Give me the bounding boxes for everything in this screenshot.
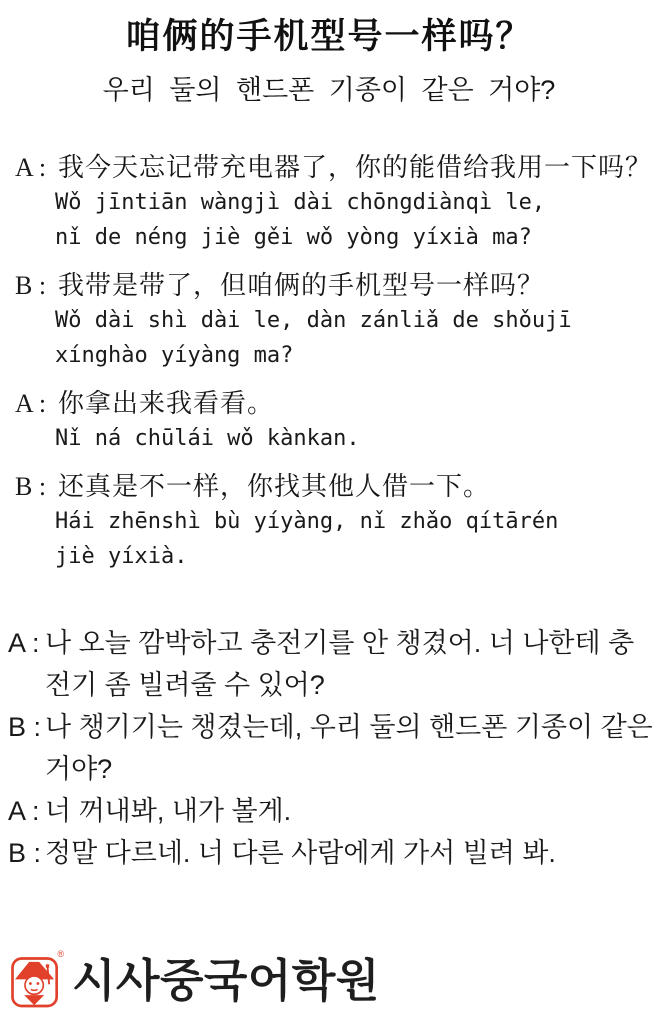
chinese-dialogue-section [0, 150, 658, 574]
dialogue-entry [0, 469, 658, 574]
hanzi-line: 还真是不一样，你找其他人借一下。 [58, 472, 491, 501]
registered-trademark-mark: ® [57, 949, 64, 959]
speaker-label: A : [8, 796, 40, 826]
pinyin-line: jiè yíxià. [55, 544, 188, 569]
scholar-emblem-icon [10, 949, 64, 1009]
hanzi-line: 我今天忘记带充电器了，你的能借给我用一下吗？ [58, 153, 653, 182]
dialogue-entry [0, 386, 658, 456]
ko-dialogue-line [0, 790, 654, 832]
hanzi-line: 我带是带了，但咱俩的手机型号一样吗？ [58, 271, 545, 300]
hanzi-line: 你拿出来我看看。 [58, 389, 275, 418]
pinyin-line: Nǐ ná chūlái wǒ kànkan. [55, 426, 360, 451]
footer-logo [10, 949, 380, 1009]
page-title-ko: 우리 둘의 핸드폰 기종이 같은 거야? [102, 75, 556, 105]
speaker-label: B : [15, 271, 47, 300]
ko-dialogue-line [0, 832, 654, 874]
dialogue-entry [0, 268, 658, 373]
ko-text: 나 오늘 깜박하고 충전기를 안 챙겼어. 너 나한테 충전기 좀 빌려줄 수 있어? [45, 628, 635, 700]
ko-dialogue-line [0, 622, 654, 706]
pinyin-line: Wǒ dài shì dài le, dàn zánliǎ de shǒujī [55, 308, 572, 333]
speaker-label: A : [8, 628, 40, 658]
ko-text: 정말 다르네. 너 다른 사람에게 가서 빌려 봐. [45, 838, 556, 868]
page-title-zh: 咱俩的手机型号一样吗？ [125, 17, 533, 56]
pinyin-line: xínghào yíyàng ma? [55, 343, 294, 368]
speaker-label: B : [8, 712, 42, 742]
logo-text: 시사중국어학원 [72, 955, 380, 1006]
ko-text: 너 꺼내봐, 내가 볼게. [45, 796, 292, 826]
speaker-label: B : [8, 838, 42, 868]
ko-text: 나 챙기기는 챙겼는데, 우리 둘의 핸드폰 기종이 같은 거야? [45, 712, 653, 784]
speaker-label: B : [15, 472, 47, 501]
speaker-label: A : [15, 153, 47, 182]
speaker-label: A : [15, 389, 47, 418]
pinyin-line: Hái zhēnshì bù yíyàng, nǐ zhǎo qítārén [55, 509, 559, 534]
korean-translation-section [0, 622, 658, 874]
ko-dialogue-line [0, 706, 654, 790]
dialogue-entry [0, 150, 658, 255]
pinyin-line: Wǒ jīntiān wàngjì dài chōngdiànqì le, [55, 190, 546, 215]
pinyin-line: nǐ de néng jiè gěi wǒ yòng yíxià ma? [55, 225, 532, 250]
